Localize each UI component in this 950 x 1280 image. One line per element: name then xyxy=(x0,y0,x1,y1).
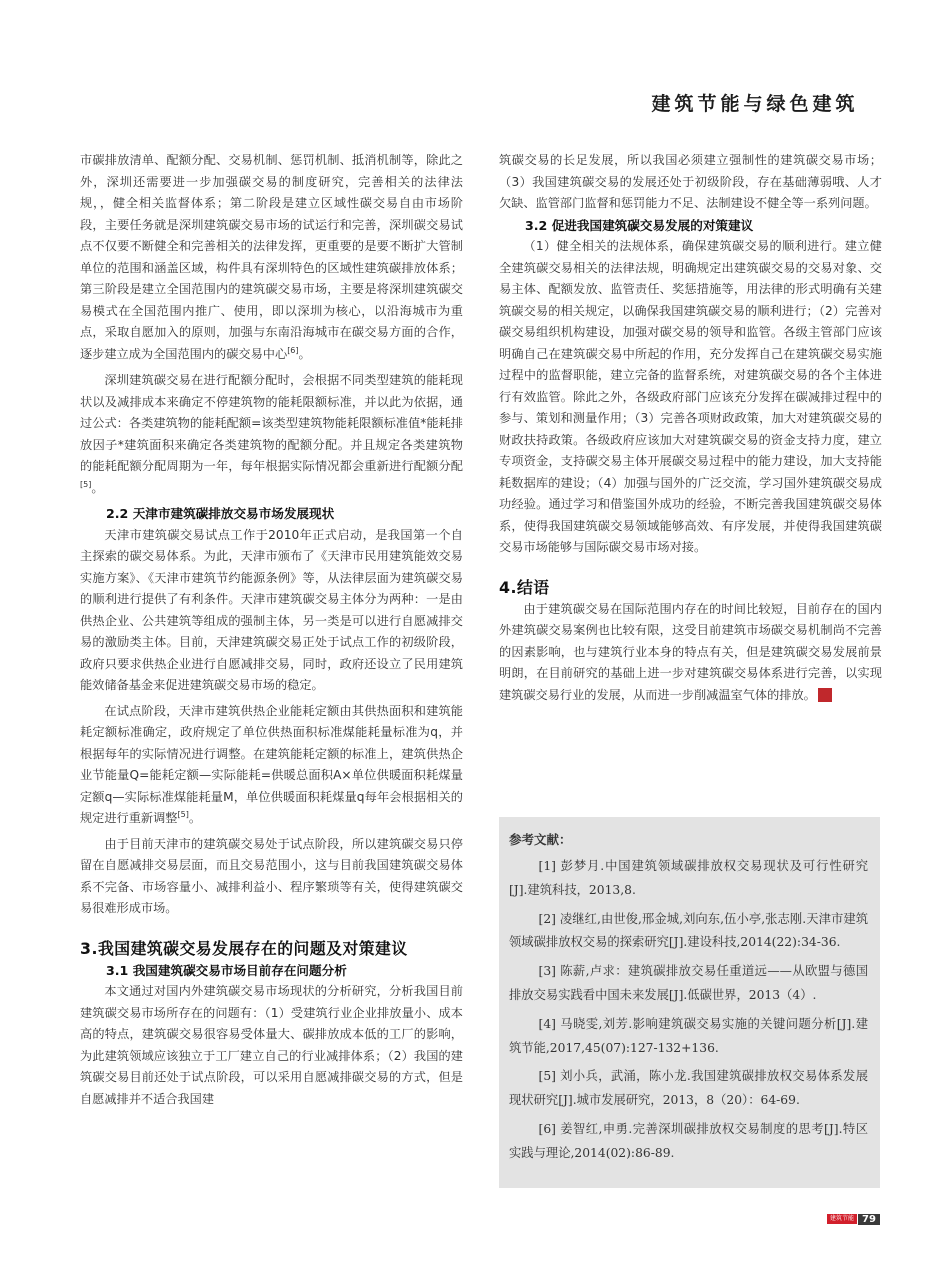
paragraph-text: 市碳排放清单、配额分配、交易机制、惩罚机制、抵消机制等，除此之外，深圳还需要进一步加强碳交易的制度研究，完善相关的法律法规，，健全相关监督体系；第二阶段是建立区域性碳交易自由市场阶段，主要任务就是深圳建筑碳交易市场的试运行和完善，深圳碳交易试点不仅要不断健全和完善相关的法律发挥，更重要的是要不断扩大管制单位的范围和涵盖区域，构件具有深圳特色的区域性建筑碳排放体系；第三阶段是建立全国范围内的建筑碳交易市场，主要是将深圳建筑碳交易模式在全国范围内推广、使用，即以深圳为核心，以沿海城市为重点，采取自愿加入的原则，加强与东南沿海城市在碳交易方面的合作，逐步建立成为全国范围内的碳交易中心 xyxy=(80,153,463,361)
body-paragraph: 由于目前天津市的建筑碳交易处于试点阶段，所以建筑碳交易只停留在自愿减排交易层面，而且交易范围小，这与目前我国建筑碳交易体系不完备、市场容量小、减排利益小、程序繁琐等有关，使得建筑碳交易很难形成市场。 xyxy=(80,836,463,915)
subsection-heading-3-2: 3.2 促进我国建筑碳交易发展的对策建议 xyxy=(525,217,754,233)
citation-marker: [5] xyxy=(177,809,189,819)
journal-logo: 建筑节能 xyxy=(827,1214,857,1224)
references-box xyxy=(499,817,880,1188)
page-number: 79 xyxy=(858,1214,880,1225)
left-column xyxy=(80,150,463,1110)
body-paragraph xyxy=(499,599,882,707)
reference-item: [2] 凌继红,由世俊,邢金城,刘向东,伍小亭,张志刚.天津市建筑领域碳排放权交易的探索研究[J].建设科技,2014(22):34-36. xyxy=(509,911,868,950)
citation-marker: [5] xyxy=(80,479,92,489)
paragraph-end: 。 xyxy=(188,811,202,825)
reference-item: [6] 姜智红,申勇.完善深圳碳排放权交易制度的思考[J].特区实践与理论,2014(02):86-89. xyxy=(509,1121,868,1160)
section-heading-4: 4.结语 xyxy=(499,577,550,597)
reference-item: [5] 刘小兵，武涌，陈小龙.我国建筑碳排放权交易体系发展现状研究[J].城市发展研究，2013，8（20）：64-69. xyxy=(509,1069,868,1108)
body-paragraph: 本文通过对国内外建筑碳交易市场现状的分析研究，分析我国目前建筑碳交易市场所存在的问题有：（1）受建筑行业企业排放量小、成本高的特点，建筑碳交易很容易受体量大、碳排放成本低的工厂的影响，为此建筑领域应该独立于工厂建立自己的行业减排体系；（2）我国的建筑碳交易目前还处于试点阶段，可以采用自愿减排碳交易的方式，但是自愿减排并不适合我国建 xyxy=(80,984,463,1106)
body-paragraph: 天津市建筑碳交易试点工作于2010年正式启动，是我国第一个自主探索的碳交易体系。为此，天津市颁布了《天津市民用建筑能效交易实施方案》、《天津市建筑节约能源条例》等，从法律层面为建筑碳交易的顺利进行提供了有利条件。天津市建筑碳交易主体分为两种：一是由供热企业、公共建筑等组成的强制主体，另一类是可以进行自愿减排交易的激励类主体。目前，天津建筑碳交易正处于试点工作的初级阶段，政府只要求供热企业进行自愿减排交易，同时，政府还设立了民用建筑能效储备基金来促进建筑碳交易市场的稳定。 xyxy=(80,527,463,692)
section-heading-3: 3.我国建筑碳交易发展存在的问题及对策建议 xyxy=(80,938,408,958)
end-of-article-icon: C xyxy=(818,688,832,702)
body-paragraph xyxy=(80,150,463,365)
right-column xyxy=(499,150,882,706)
body-paragraph xyxy=(80,701,463,830)
page-footer xyxy=(827,1213,880,1225)
paragraph-text: 深圳建筑碳交易在进行配额分配时，会根据不同类型建筑的能耗现状以及减排成本来确定不停建筑物的能耗限额标准，并以此为依据，通过公式：各类建筑物的能耗配额=该类型建筑物能耗限额标准值*能耗排放因子*建筑面积来确定各类建筑物的配额分配。并且规定各类建筑物的能耗配额分配周期为一年，每年根据实际情况都会重新进行配额分配 xyxy=(80,373,463,473)
paragraph-text: 由于建筑碳交易在国际范围内存在的时间比较短，目前存在的国内外建筑碳交易案例也比较有限，这受目前建筑市场碳交易机制尚不完善的因素影响，也与建筑行业本身的特点有关，但是建筑碳交易发展前景明朗，在目前研究的基础上进一步对建筑碳交易体系进行完善，以实现建筑碳交易行业的发展，从而进一步削减温室气体的排放。 xyxy=(499,601,882,702)
body-paragraph xyxy=(80,370,463,499)
body-paragraph: 筑碳交易的长足发展，所以我国必须建立强制性的建筑碳交易市场；（3）我国建筑碳交易的发展还处于初级阶段，存在基础薄弱哦、人才欠缺、监管部门监督和惩罚能力不足、法制建设不健全等一系列问题。 xyxy=(499,153,882,210)
paragraph-end: 。 xyxy=(298,346,311,361)
running-header-title: 建筑节能与绿色建筑 xyxy=(651,93,859,115)
reference-item: [4] 马晓雯,刘芳.影响建筑碳交易实施的关键问题分析[J].建筑节能,2017,45(07):127-132+136. xyxy=(509,1016,868,1055)
references-title: 参考文献： xyxy=(509,832,572,847)
paragraph-text: 在试点阶段，天津市建筑供热企业能耗定额由其供热面积和建筑能耗定额标准确定，政府规定了单位供热面积标准煤能耗量标准为q，并根据每年的实际情况进行调整。在建筑能耗定额的标准上，建筑供热企业节能量Q=能耗定额—实际能耗=供暖总面积A×单位供暖面积耗煤量定额q—实际标准煤能耗量M，单位供暖面积耗煤量q每年会根据相关的规定进行重新调整 xyxy=(80,703,463,825)
subsection-heading-2-2: 2.2 天津市建筑碳排放交易市场发展现状 xyxy=(106,506,335,521)
body-paragraph: （1）健全相关的法规体系，确保建筑碳交易的顺利进行。建立健全建筑碳交易相关的法律法规，明确规定出建筑碳交易的交易对象、交易主体、配额发放、监管责任、奖惩措施等，用法律的形式明确有关建筑碳交易的相关规定，以确保我国建筑碳交易的顺利进行；（2）完善对碳交易组织机构建设，加强对碳交易的领导和监管。各级主管部门应该明确自己在建筑碳交易中所起的作用，充分发挥自己在建筑碳交易实施过程中的监督职能，建立完备的监督系统，对建筑碳交易的各个主体进行有效监管。除此之外，各级政府部门应该充分发挥在碳减排过程中的参与、策划和测量作用；（3）完善各项财政政策，加大对建筑碳交易的财政扶持政策。各级政府应该加大对建筑碳交易的资金支持力度，建立专项资金，支持碳交易主体开展碳交易过程中的能力建设，加大支持能耗数据库的建设；（4）加强与国外的广泛交流，学习国外建筑碳交易成功经验。通过学习和借鉴国外成功的经验，不断完善我国建筑碳交易体系，使得我国建筑碳交易领域能够高效、有序发展，并使得我国建筑碳交易市场能够与国际碳交易市场对接。 xyxy=(499,239,882,554)
paragraph-end: 。 xyxy=(91,480,104,495)
citation-marker: [6] xyxy=(287,345,299,355)
reference-item: [3] 陈薪,卢求：建筑碳排放交易任重道远——从欧盟与德国排放交易实践看中国未来发展[J].低碳世界，2013（4）. xyxy=(509,964,868,1002)
subsection-heading-3-1: 3.1 我国建筑碳交易市场目前存在问题分析 xyxy=(106,962,347,978)
reference-item: [1] 彭梦月.中国建筑领域碳排放权交易现状及可行性研究 [J].建筑科技，2013,8. xyxy=(509,859,868,897)
